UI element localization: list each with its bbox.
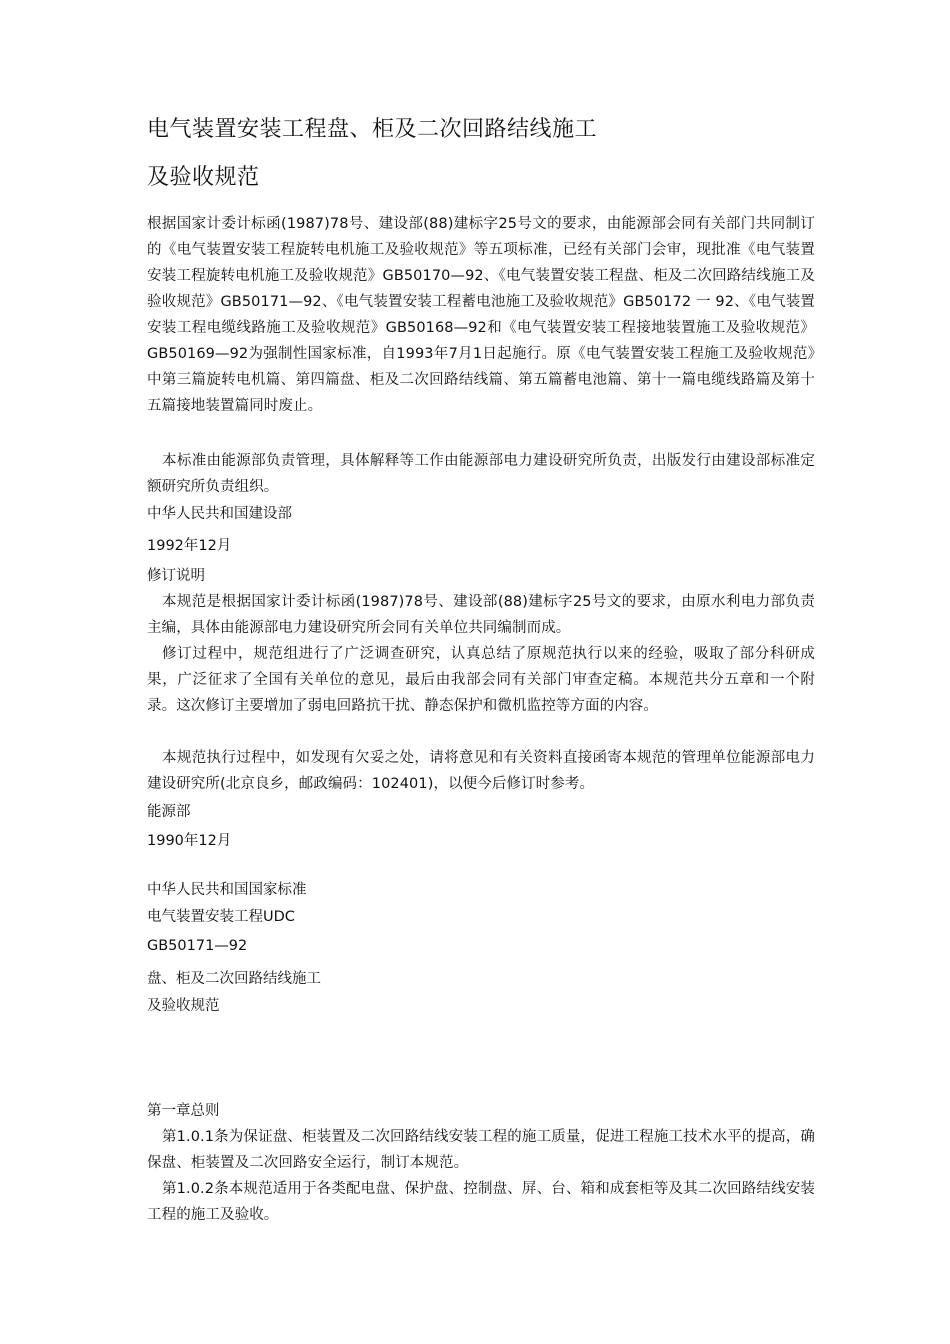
revision-paragraph-3: 本规范执行过程中，如发现有欠妥之处，请将意见和有关资料直接函寄本规范的管理单位能源部电力建设研究所(北京良乡，邮政编码：102401)，以便今后修订时参考。 <box>147 750 815 792</box>
revision-issuer-line: 能源部 <box>147 804 191 820</box>
announcement-paragraph: 根据国家计委计标函(1987)78号、建设部(88)建标字25号文的要求，由能源部会同有关部门共同制订的《电气装置安装工程旋转电机施工及验收规范》等五项标准，已经有关部门会审，现批准《电气装置安装工程旋转电机施工及验收规范》GB50170—92、《电气装置安装工程盘、柜及二次回路结线施工及验收规范》GB50171—92、《电气装置安装工程蓄电池施工及验收规范》GB50172 一 92、《电气装置安装工程电缆线路施工及验收规范》GB50168—92和《电气装置安装工程接地装置施工及验收规范》GB50169—92为强制性国家标准，自1993年7月1日起施行。原《电气装置安装工程施工及验收规范》中第三篇旋转电机篇、第四篇盘、柜及二次回路结线篇、第五篇蓄电池篇、第十一篇电缆线路篇及第十五篇接地装置篇同时废止。 <box>147 216 815 414</box>
document-title-line-1: 电气装置安装工程盘、柜及二次回路结线施工 <box>147 117 598 142</box>
issuer-line: 中华人民共和国建设部 <box>147 506 292 522</box>
standard-label: 中华人民共和国国家标准 <box>147 882 307 898</box>
clause-1-0-1: 第1.0.1条为保证盘、柜装置及二次回路结线安装工程的施工质量，促进工程施工技术水平的提高，确保盘、柜装置及二次回路安全运行，制订本规范。 <box>147 1129 815 1171</box>
revision-date-line: 1990年12月 <box>147 833 232 849</box>
revision-paragraph-2: 修订过程中，规范组进行了广泛调查研究，认真总结了原规范执行以来的经验，吸取了部分科研成果，广泛征求了全国有关单位的意见，最后由我部会同有关部门审查定稿。本规范共分五章和一个附录。这次修订主要增加了弱电回路抗干扰、静态保护和微机监控等方面的内容。 <box>147 646 815 714</box>
standard-code: GB50171—92 <box>147 938 248 954</box>
standard-title-line-1: 盘、柜及二次回路结线施工 <box>147 971 321 987</box>
management-paragraph: 本标准由能源部负责管理，具体解释等工作由能源部电力建设研究所负责，出版发行由建设部标准定额研究所负责组织。 <box>147 453 815 495</box>
standard-category: 电气装置安装工程UDC <box>147 909 295 925</box>
revision-heading: 修订说明 <box>147 568 205 584</box>
standard-title-line-2: 及验收规范 <box>147 998 220 1014</box>
clause-1-0-2: 第1.0.2条本规范适用于各类配电盘、保护盘、控制盘、屏、台、箱和成套柜等及其二次回路结线安装工程的施工及验收。 <box>147 1181 815 1223</box>
revision-paragraph-1: 本规范是根据国家计委计标函(1987)78号、建设部(88)建标字25号文的要求，由原水利电力部负责主编，具体由能源部电力建设研究所会同有关单位共同编制而成。 <box>147 594 815 636</box>
chapter-heading: 第一章总则 <box>147 1103 220 1119</box>
document-title-line-2: 及验收规范 <box>147 165 260 190</box>
issue-date-line: 1992年12月 <box>147 538 232 554</box>
